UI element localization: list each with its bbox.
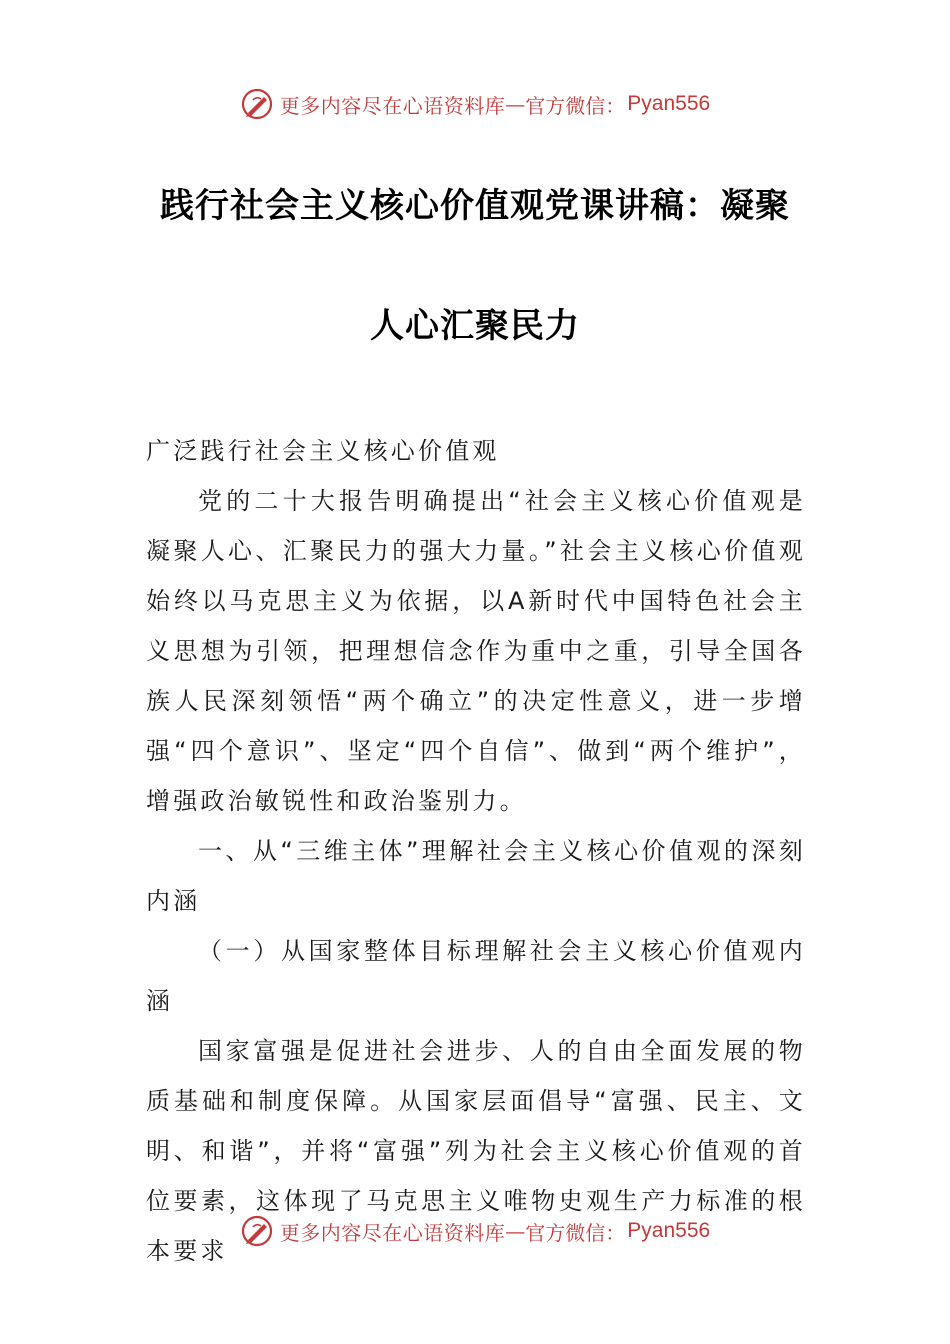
document-body (146, 426, 806, 1276)
paragraph-2: 国家富强是促进社会进步、人的自由全面发展的物质基础和制度保障。从国家层面倡导“富强、民主、文明、和谐”，并将“富强”列为社会主义核心价值观的首位要素，这体现了马克思主义唯物史观生产力标准的根本要求 (146, 1037, 806, 1265)
header-banner (0, 84, 950, 124)
banner-wechat-id: Pyan556 (627, 1219, 711, 1242)
banner-wechat-label: 官方微信： (525, 1220, 626, 1245)
banner-text: 更多内容尽在心语资料库 (279, 1220, 506, 1245)
document-title-line1: 践行社会主义核心价值观党课讲稿：凝聚 (160, 186, 790, 226)
banner-text: 更多内容尽在心语资料库 (279, 93, 506, 118)
banner-wechat-id: Pyan556 (627, 92, 711, 115)
section-heading: 广泛践行社会主义核心价值观 (146, 437, 500, 465)
paragraph-1: 党的二十大报告明确提出“社会主义核心价值观是凝聚人心、汇聚民力的强大力量。”社会主义核心价值观始终以马克思主义为依据，以A新时代中国特色社会主义思想为引领，把理想信念作为重中之重，引导全国各族人民深刻领悟“两个确立”的决定性意义，进一步增强“四个意识”、坚定“四个自信”、做到“两个维护”，增强政治敏锐性和政治鉴别力。 (146, 487, 806, 815)
heading-1: 一、从“三维主体”理解社会主义核心价值观的深刻内涵 (146, 837, 806, 915)
pen-logo-icon (240, 1214, 274, 1248)
banner-wechat-label: 官方微信： (525, 93, 626, 118)
document-title-line2: 人心汇聚民力 (370, 306, 580, 346)
banner-separator: — (505, 1219, 526, 1243)
pen-logo-icon (240, 87, 274, 121)
subheading-1: （一）从国家整体目标理解社会主义核心价值观内涵 (146, 937, 806, 1015)
banner-separator: — (505, 92, 526, 116)
footer-banner (0, 1211, 950, 1251)
